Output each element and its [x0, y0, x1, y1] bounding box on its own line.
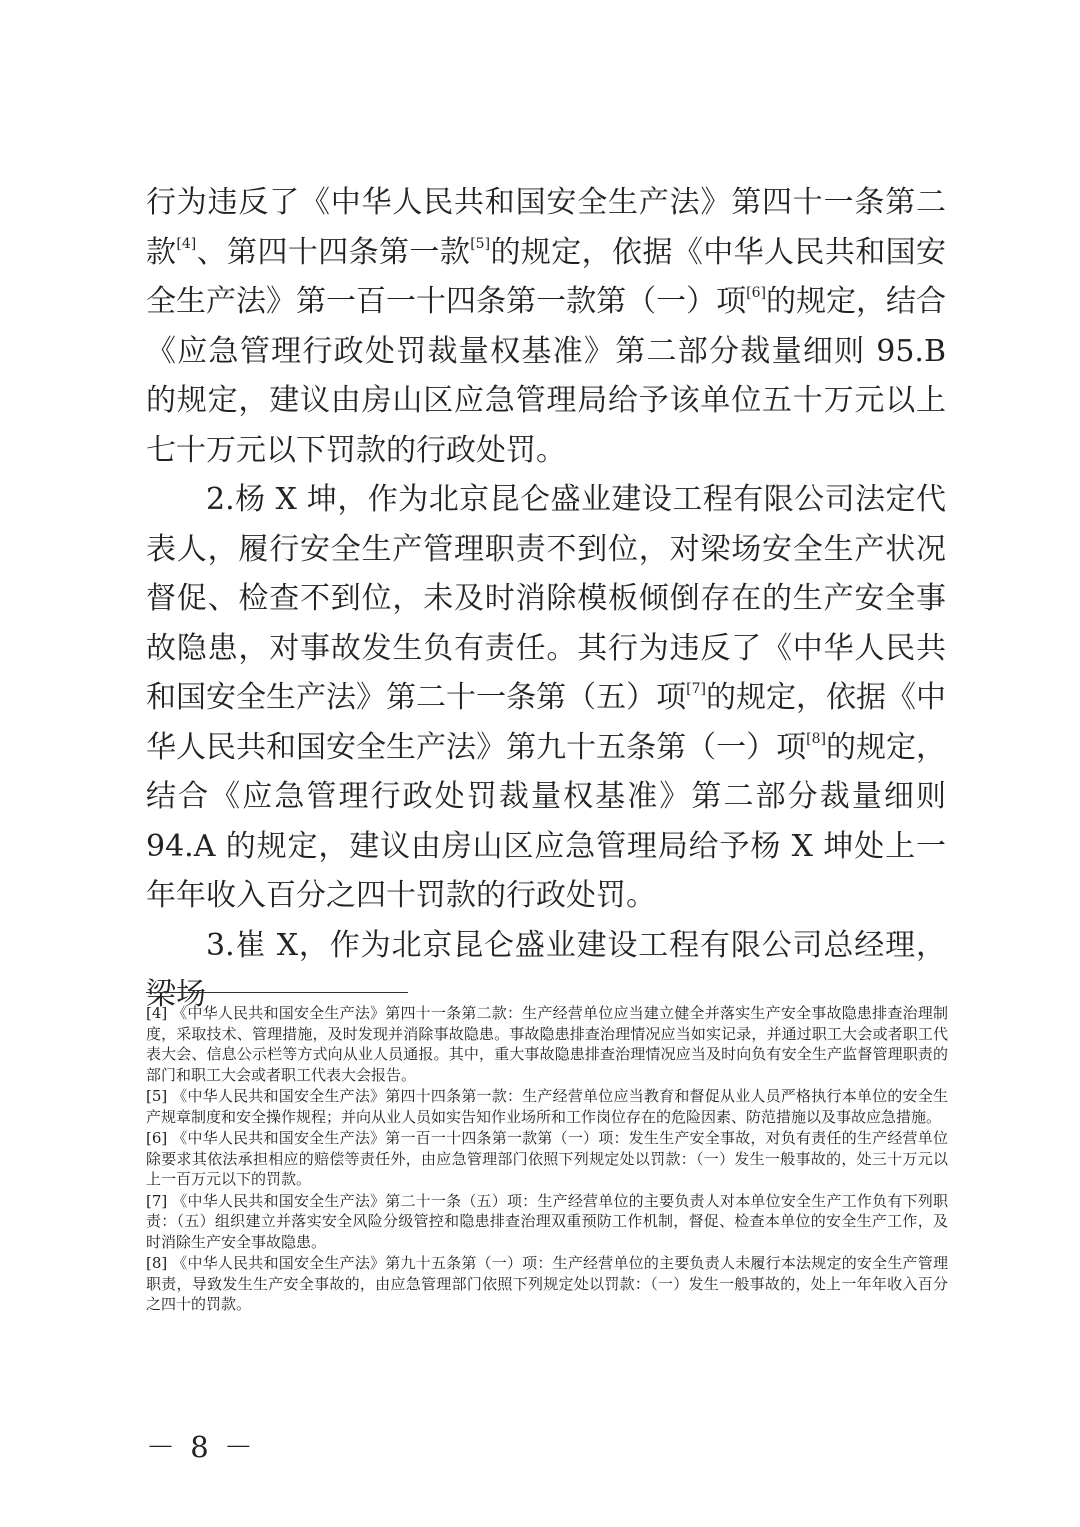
page-number: － 8 － — [146, 1430, 256, 1464]
paragraph-2-text-b: 的规定，依据《中华人民共和国安全生产法》第九十五条第（一）项 — [146, 680, 947, 765]
footnote-ref-6: [6] — [746, 285, 766, 301]
footnote-8: [8] 《中华人民共和国安全生产法》第九十五条第（一）项：生产经营单位的主要负责人未履行本法规定的安全生产管理职责，导致发生生产安全事故的，由应急管理部门依照下列规定处以罚款：（一）发生一般事故的，处上一年年收入百分之四十的罚款。 — [146, 1254, 948, 1313]
footnote-ref-4: [4] — [176, 235, 197, 252]
paragraph-1 — [146, 178, 946, 475]
footnote-5: [5] 《中华人民共和国安全生产法》第四十四条第一款：生产经营单位应当教育和督促从业人员严格执行本单位的安全生产规章制度和安全操作规程；并向从业人员如实告知作业场所和工作岗位存在的危险因素、防范措施以及事故应急措施。 — [146, 1087, 948, 1126]
paragraph-1-text-a: 行为违反了《中华人民共和国安全生产法》第四十一条第二款 — [146, 185, 946, 270]
footnote-7: [7] 《中华人民共和国安全生产法》第二十一条（五）项：生产经营单位的主要负责人对本单位安全生产工作负有下列职责：（五）组织建立并落实安全风险分级管控和隐患排查治理双重预防工作机制，督促、检查本单位的安全生产工作，及时消除生产安全事故隐患。 — [146, 1191, 948, 1251]
paragraph-2-text-a: 2.杨 X 坤，作为北京昆仑盛业建设工程有限公司法定代表人，履行安全生产管理职责不到位，对梁场安全生产状况督促、检查不到位，未及时消除模板倾倒存在的生产安全事故隐患，对事故发生负有责任。其行为违反了《中华人民共和国安全生产法》第二十一条第（五）项 — [146, 482, 946, 715]
body-text — [146, 178, 946, 1020]
footnotes — [146, 1003, 948, 1316]
paragraph-2-text-c: 的规定，结合《应急管理行政处罚裁量权基准》第二部分裁量细则 94.A 的规定，建议由房山区应急管理局给予杨 X 坤处上一年年收入百分之四十罚款的行政处罚。 — [146, 729, 947, 913]
footnote-ref-7: [7] — [686, 681, 706, 697]
paragraph-1-text-c: 的规定，依据《中华人民共和国安全生产法》第一百一十四条第一款第（一）项 — [146, 234, 947, 319]
footnote-separator — [146, 992, 408, 993]
footnote-ref-5: [5] — [470, 235, 491, 252]
paragraph-1-text-b: 、第四十四条第一款 — [196, 234, 471, 270]
footnote-ref-8: [8] — [806, 730, 826, 747]
paragraph-3-text: 3.崔 X，作为北京昆仑盛业建设工程有限公司总经理，梁场 — [146, 927, 946, 1012]
footnote-6: [6] 《中华人民共和国安全生产法》第一百一十四条第一款第（一）项：发生生产安全事故，对负有责任的生产经营单位除要求其依法承担相应的赔偿等责任外，由应急管理部门依照下列规定处以罚款：（一）发生一般事故的，处三十万元以上一百万元以下的罚款。 — [146, 1129, 948, 1188]
paragraph-1-text-d: 的规定，结合《应急管理行政处罚裁量权基准》第二部分裁量细则 95.B 的规定，建议由房山区应急管理局给予该单位五十万元以上七十万元以下罚款的行政处罚。 — [146, 284, 947, 468]
footnote-4: [4] 《中华人民共和国安全生产法》第四十一条第二款：生产经营单位应当建立健全并落实生产安全事故隐患排查治理制度，采取技术、管理措施，及时发现并消除事故隐患。事故隐患排查治理情况应当如实记录，并通过职工大会或者职工代表大会、信息公示栏等方式向从业人员通报。其中，重大事故隐患排查治理情况应当及时向负有安全生产监督管理职责的部门和职工大会或者职工代表大会报告。 — [146, 1004, 948, 1084]
paragraph-2 — [146, 475, 946, 921]
